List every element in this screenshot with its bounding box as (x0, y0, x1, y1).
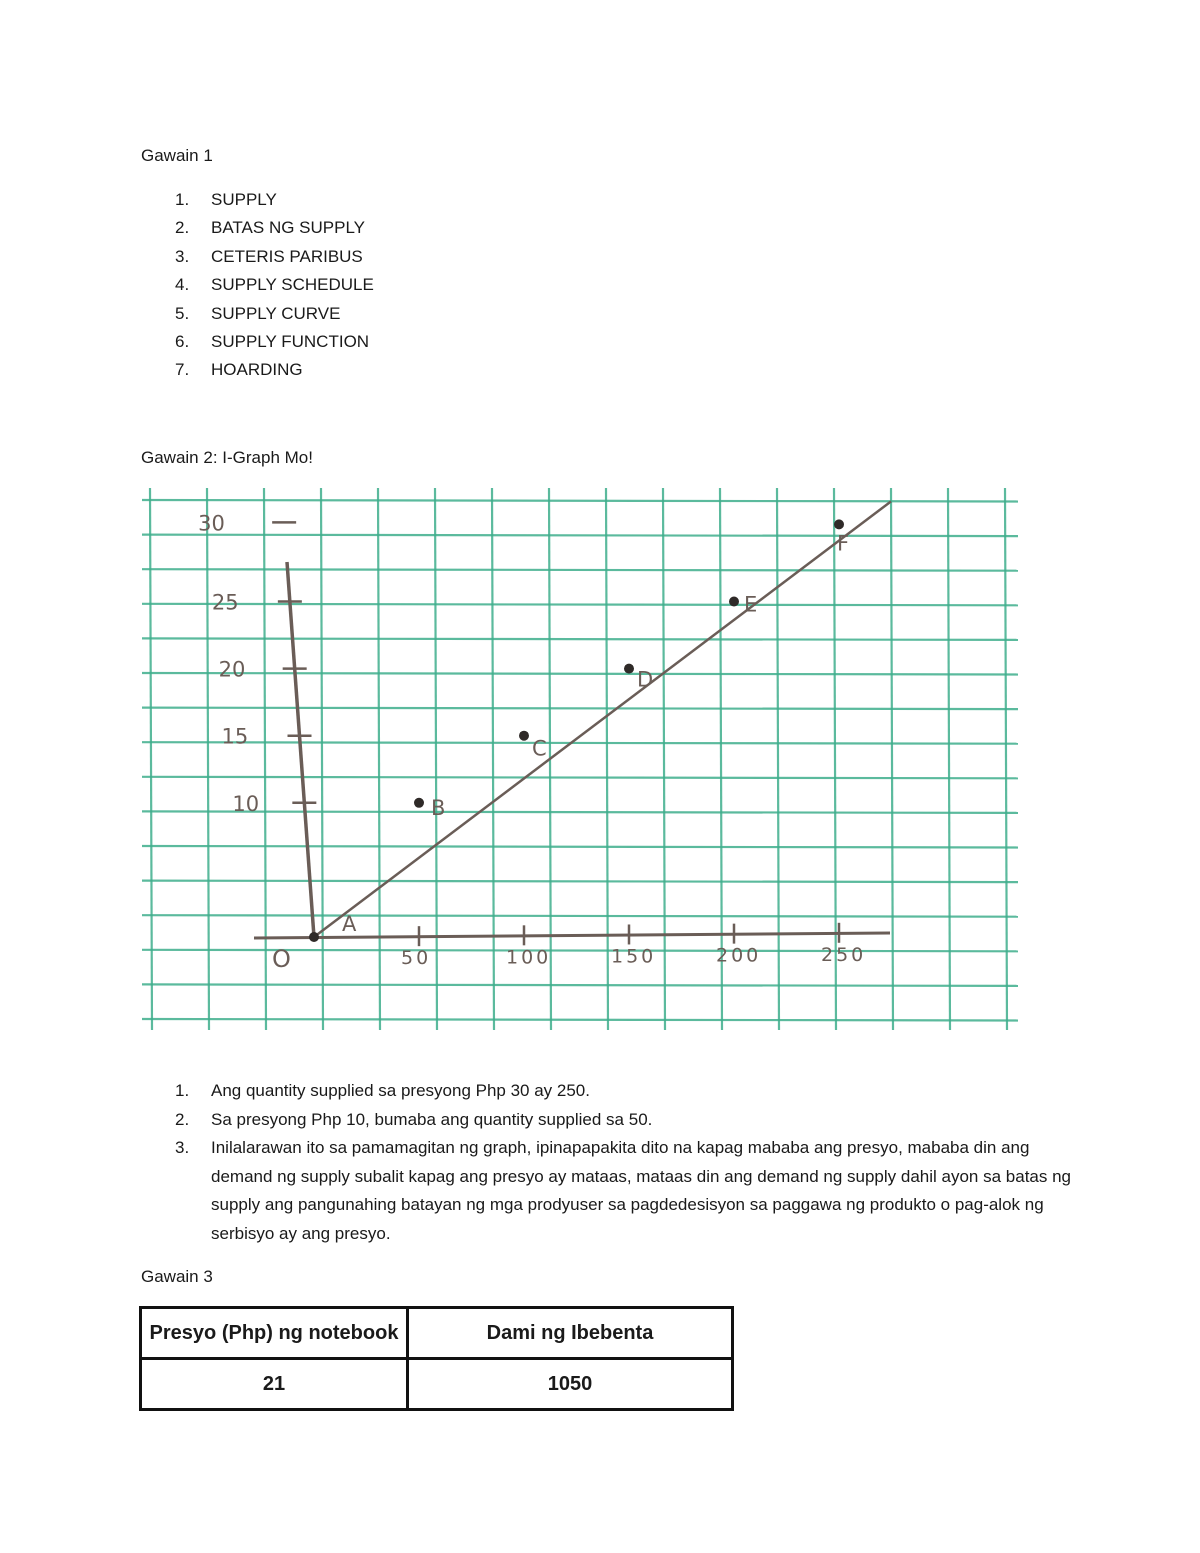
table-header-row (141, 1308, 733, 1359)
gawain1-title: Gawain 1 (141, 146, 213, 165)
point-e (729, 597, 739, 607)
point-label: E (744, 592, 758, 617)
gawain3-title: Gawain 3 (141, 1267, 213, 1286)
x-tick-label: 250 (821, 943, 867, 966)
point-label: A (342, 912, 357, 936)
grid-line-horizontal (142, 915, 1018, 917)
gawain2-title: Gawain 2: I-Graph Mo! (141, 448, 313, 467)
y-tick-label: 30 (198, 511, 225, 536)
grid-line-vertical (948, 488, 950, 1030)
term-text: CETERIS PARIBUS (211, 246, 363, 266)
list-item: 7. HOARDING (175, 360, 303, 380)
point-c (519, 731, 529, 741)
point-label: B (431, 795, 446, 820)
list-item: 4. SUPPLY SCHEDULE (175, 275, 374, 295)
grid-line-horizontal (142, 742, 1018, 744)
origin-label: O (272, 945, 291, 973)
list-item: 3. CETERIS PARIBUS (175, 246, 363, 266)
grid-line-horizontal (142, 500, 1018, 502)
grid-line-vertical (891, 488, 893, 1030)
point-label: F (837, 531, 850, 556)
grid-line-horizontal (142, 984, 1018, 986)
supply-curve (314, 501, 891, 937)
y-tick-label: 15 (221, 724, 249, 749)
point-a (309, 932, 319, 942)
grid-line-vertical (1005, 488, 1007, 1030)
grid-line-horizontal (142, 708, 1018, 710)
x-tick-label: 100 (506, 946, 552, 969)
grid-line-horizontal (142, 881, 1018, 883)
header-cell-price: Presyo (Php) ng notebook (141, 1308, 408, 1359)
grid-line-horizontal (142, 638, 1018, 640)
grid-line-horizontal (142, 535, 1018, 537)
answer-text: Ang quantity supplied sa presyong Php 30 ay 250. (211, 1081, 590, 1100)
point-label: D (637, 667, 654, 692)
grid-line-horizontal (142, 673, 1018, 675)
term-text: HOARDING (211, 360, 303, 380)
notebook-table (139, 1306, 734, 1411)
y-tick-label: 25 (211, 590, 239, 615)
curve-points (309, 519, 844, 942)
term-text: SUPPLY CURVE (211, 303, 341, 323)
term-text: SUPPLY SCHEDULE (211, 275, 374, 295)
y-tick-label: 10 (232, 791, 260, 816)
list-item: 2. Sa presyong Php 10, bumaba ang quantity supplied sa 50. (175, 1109, 653, 1129)
y-tick-label: 20 (218, 657, 246, 682)
gawain1-list (141, 186, 374, 385)
point-f (834, 519, 844, 529)
grid-line-horizontal (142, 569, 1018, 571)
answer-text: Sa presyong Php 10, bumaba ang quantity supplied sa 50. (211, 1109, 653, 1129)
cell-price: 21 (141, 1359, 408, 1410)
x-tick-label: 50 (401, 947, 432, 970)
grid-line-horizontal (142, 777, 1018, 779)
grid-line-horizontal (142, 846, 1018, 848)
list-item: 1. Ang quantity supplied sa presyong Php 30 ay 250. (175, 1081, 590, 1100)
supply-curve-graph (140, 486, 1020, 1032)
x-tick-label: 200 (716, 944, 762, 967)
point-d (624, 664, 634, 674)
table-row (141, 1359, 733, 1410)
grid-line-horizontal (142, 1019, 1018, 1021)
supply-line (314, 501, 891, 937)
list-item: 1. SUPPLY (175, 190, 277, 209)
point-b (414, 798, 424, 808)
header-cell-quantity: Dami ng Ibebenta (408, 1308, 733, 1359)
list-item: 6. SUPPLY FUNCTION (175, 331, 370, 351)
term-text: BATAS NG SUPPLY (211, 218, 365, 238)
list-item: 3. Inilalarawan ito sa pamamagitan ng graph, ipinapapakita dito na kapag mababa ang presyo, mababa din ang demand ng supply subalit kapag ang presyo ay mataas, mataas din ang demand ng supply dahil ayon sa batas ng supply ang pangunahing batayan ng mga prodyuser sa pagdedesisyon sa paggawa ng produkto o pag-alok ng serbisyo ay ang presyo. (175, 1138, 1072, 1243)
grid-line-horizontal (142, 604, 1018, 606)
term-text: SUPPLY (211, 190, 277, 209)
grid-line-horizontal (142, 811, 1018, 813)
gawain2-answers (141, 1077, 1071, 1248)
point-label: C (532, 736, 547, 761)
answer-text: Inilalarawan ito sa pamamagitan ng graph, ipinapapakita dito na kapag mababa ang presyo, mababa din ang demand ng supply subalit kapag ang presyo ay mataas, mataas din ang demand ng supply dahil ayon sa batas ng supply ang pangunahing batayan ng mga prodyuser sa pagdedesisyon sa paggawa ng produkto o pag-alok ng serbisyo ay ang presyo. (211, 1138, 1072, 1243)
list-item: 5. SUPPLY CURVE (175, 303, 341, 323)
list-item: 2. BATAS NG SUPPLY (175, 218, 365, 238)
cell-quantity: 1050 (408, 1359, 733, 1410)
term-text: SUPPLY FUNCTION (211, 331, 370, 351)
x-tick-label: 150 (611, 945, 657, 968)
